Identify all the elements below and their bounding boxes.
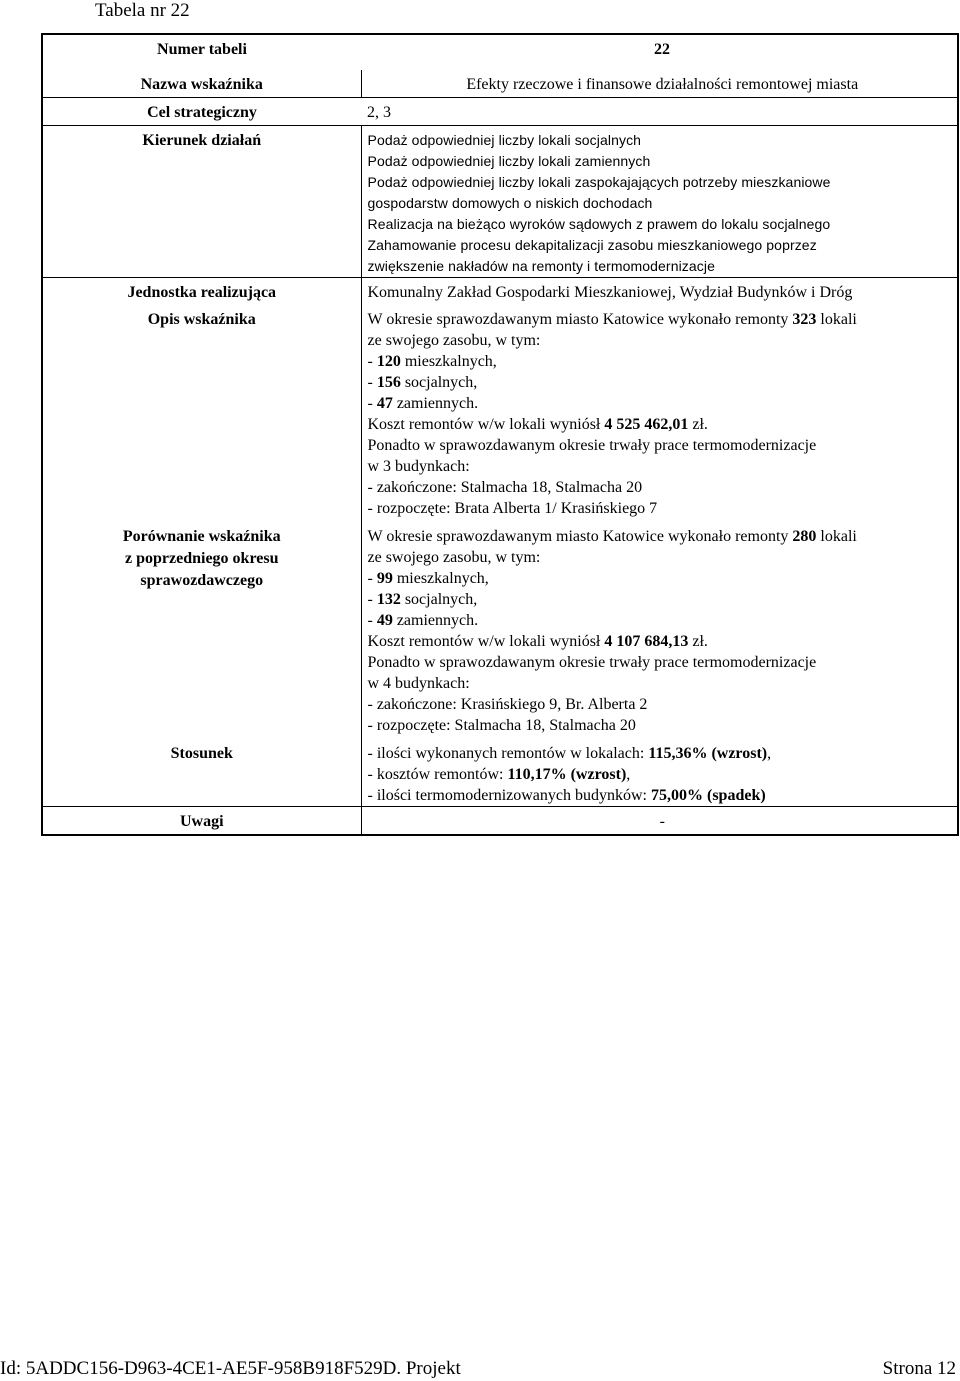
uwagi-value: - [361,807,958,836]
stosunek-line: - ilości wykonanych remontów w lokalach: 115,36% (wzrost), [367,745,772,762]
row-nazwa-wskaznika [42,70,958,98]
nazwa-wskaznika-value: Efekty rzeczowe i finansowe działalności remontowej miasta [466,76,859,93]
row-cel-strategiczny [42,98,958,126]
porownanie-line: - 99 mieszkalnych, [367,570,489,587]
opis-line: W okresie sprawozdawanym miasto Katowice wykonało remonty 323 lokali [367,311,857,328]
porownanie-line: ze swojego zasobu, w tym: [367,549,541,566]
porownanie-line: - rozpoczęte: Stalmacha 18, Stalmacha 20 [367,717,636,734]
kierunek-line: Podaż odpowiedniej liczby lokali socjalnych [367,132,642,148]
opis-line: - 156 socjalnych, [367,374,478,391]
numer-tabeli-value: 22 [654,41,670,58]
kierunek-line: zwiększenie nakładów na remonty i termomodernizacje [367,258,715,274]
kierunek-line: Realizacja na bieżąco wyroków sądowych z prawem do lokalu socjalnego [367,216,831,232]
kierunek-line: Zahamowanie procesu dekapitalizacji zasobu mieszkaniowego poprzez [367,237,817,253]
opis-line: - 120 mieszkalnych, [367,353,497,370]
porownanie-line: w 4 budynkach: [367,675,470,692]
stosunek-line: - ilości termomodernizowanych budynków: 75,00% (spadek) [367,787,766,804]
porownanie-line: W okresie sprawozdawanym miasto Katowice wykonało remonty 280 lokali [367,528,857,545]
row-stosunek [42,739,958,807]
opis-line: ze swojego zasobu, w tym: [367,332,541,349]
cel-strategiczny-label: Cel strategiczny [42,98,361,126]
row-uwagi [42,807,958,836]
opis-wskaznika-value [361,305,958,522]
kierunek-line: Podaż odpowiedniej liczby lokali zaspokajających potrzeby mieszkaniowe [367,174,831,190]
uwagi-label: Uwagi [42,807,361,836]
nazwa-wskaznika-label: Nazwa wskaźnika [42,70,361,98]
opis-line: Ponadto w sprawozdawanym okresie trwały prace termomodernizacje [367,437,817,454]
opis-line: - zakończone: Stalmacha 18, Stalmacha 20 [367,479,643,496]
kierunek-line: Podaż odpowiedniej liczby lokali zamiennych [367,153,651,169]
porownanie-line: Ponadto w sprawozdawanym okresie trwały prace termomodernizacje [367,654,817,671]
opis-line: - rozpoczęte: Brata Alberta 1/ Krasińskiego 7 [367,500,658,517]
porownanie-value [361,522,958,739]
cel-strategiczny-value: 2, 3 [361,98,958,126]
porownanie-line: - 49 zamiennych. [367,612,479,629]
porownanie-label: Porównanie wskaźnika z poprzedniego okresu sprawozdawczego [42,522,361,739]
opis-line: - 47 zamiennych. [367,395,479,412]
stosunek-label: Stosunek [42,739,361,807]
stosunek-value [361,739,958,807]
page-heading: Tabela nr 22 [95,0,190,21]
porownanie-line: Koszt remontów w/w lokali wyniósł 4 107 684,13 zł. [367,633,708,650]
indicator-table [41,33,959,836]
numer-tabeli-label: Numer tabeli [157,41,247,58]
opis-line: Koszt remontów w/w lokali wyniósł 4 525 462,01 zł. [367,416,708,433]
jednostka-value: Komunalny Zakład Gospodarki Mieszkaniowej, Wydział Budynków i Dróg [361,278,958,306]
page-number: Strona 12 [882,1358,956,1379]
kierunek-line: gospodarstw domowych o niskich dochodach [367,195,653,211]
document-id: Id: 5ADDC156-D963-4CE1-AE5F-958B918F529D. Projekt [0,1358,461,1379]
kierunek-dzialan-value [361,126,958,278]
stosunek-line: - kosztów remontów: 110,17% (wzrost), [367,766,631,783]
porownanie-line: - 132 socjalnych, [367,591,478,608]
row-porownanie [42,522,958,739]
row-jednostka-realizujaca [42,278,958,306]
porownanie-line: - zakończone: Krasińskiego 9, Br. Alberta 2 [367,696,648,713]
kierunek-dzialan-label: Kierunek działań [42,126,361,278]
row-opis-wskaznika [42,305,958,522]
row-kierunek-dzialan [42,126,958,278]
opis-line: w 3 budynkach: [367,458,470,475]
row-numer-tabeli [42,34,958,70]
opis-wskaznika-label: Opis wskaźnika [42,305,361,522]
jednostka-label: Jednostka realizująca [42,278,361,306]
